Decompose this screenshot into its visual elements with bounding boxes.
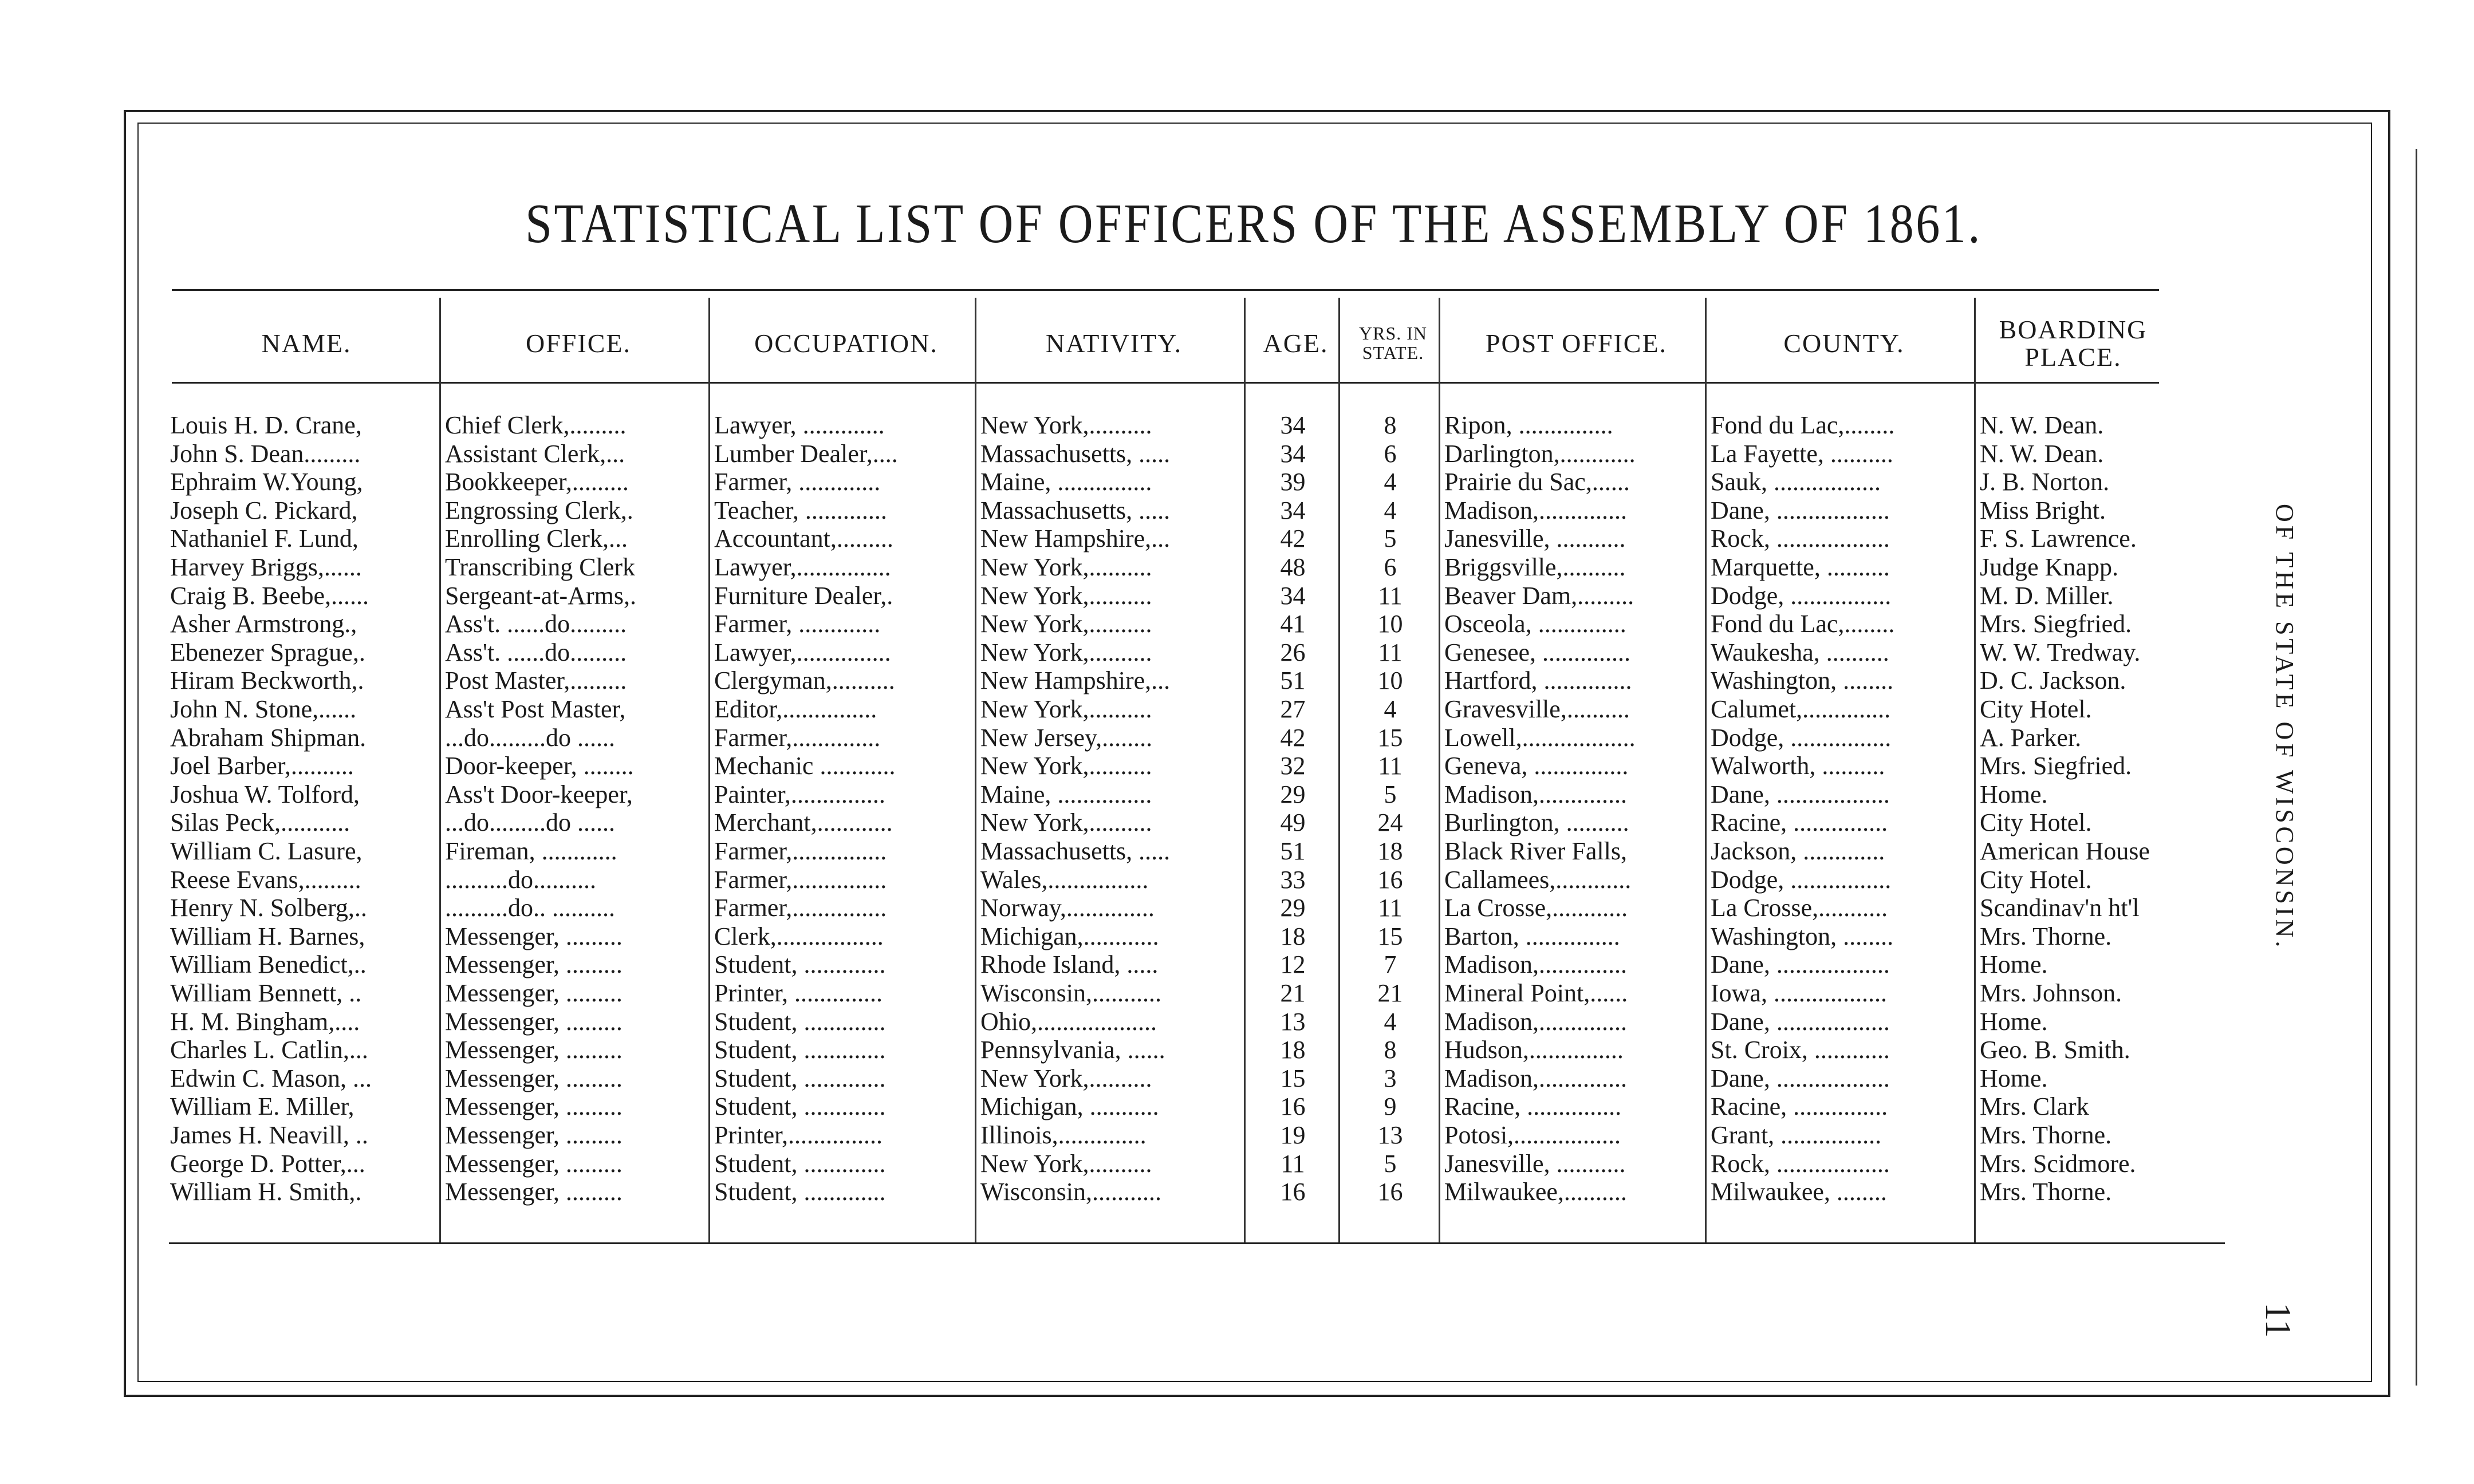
cell-office: Messenger, ......... [445,1007,623,1036]
page-number: 11 [2258,1303,2299,1338]
cell-yrs: 7 [1384,950,1397,979]
cell-post-office: Madison,.............. [1444,1064,1627,1092]
cell-yrs: 11 [1378,894,1403,922]
table-bottom-rule [169,1242,2225,1244]
cell-yrs: 3 [1384,1064,1397,1092]
cell-post-office: La Crosse,............ [1444,894,1628,922]
cell-post-office: Genesee, .............. [1444,638,1631,666]
cell-office: Ass't Door-keeper, [445,780,633,808]
cell-age: 21 [1280,979,1306,1007]
cell-occupation: Clergyman,.......... [714,666,895,695]
margin-rule [2416,149,2417,1386]
header-name: NAME. [261,328,352,358]
header-post-office: POST OFFICE. [1485,328,1668,358]
cell-county: Waukesha, .......... [1711,638,1889,666]
cell-boarding: F. S. Lawrence. [1980,524,2137,553]
cell-occupation: Teacher, ............. [714,496,887,524]
cell-age: 18 [1280,1036,1306,1064]
cell-post-office: Racine, ............... [1444,1092,1622,1121]
cell-age: 29 [1280,780,1306,808]
cell-name: H. M. Bingham,.... [170,1007,360,1036]
cell-post-office: Madison,.............. [1444,950,1627,979]
cell-county: Racine, ............... [1711,808,1888,837]
cell-post-office: Beaver Dam,......... [1444,581,1634,610]
cell-post-office: Janesville, ........... [1444,1149,1626,1178]
cell-name: Nathaniel F. Lund, [170,524,359,553]
cell-office: ...do.........do ...... [445,808,615,837]
cell-post-office: Milwaukee,.......... [1444,1178,1627,1206]
cell-age: 13 [1280,1007,1306,1036]
cell-occupation: Student, ............. [714,1149,886,1178]
cell-name: Silas Peck,........... [170,808,350,837]
cell-county: Washington, ........ [1711,922,1894,950]
cell-county: Sauk, ................. [1711,468,1881,496]
cell-age: 15 [1280,1064,1306,1092]
cell-occupation: Mechanic ............ [714,752,896,780]
cell-nativity: Rhode Island, ..... [980,950,1159,979]
cell-boarding: Mrs. Scidmore. [1980,1149,2136,1178]
column-divider [439,298,441,1242]
cell-yrs: 6 [1384,439,1397,468]
cell-yrs: 10 [1377,666,1403,695]
cell-county: Marquette, .......... [1711,553,1890,581]
cell-nativity: Massachusetts, ..... [980,837,1171,865]
cell-name: Joel Barber,.......... [170,752,354,780]
cell-age: 16 [1280,1178,1306,1206]
cell-nativity: New York,.......... [980,808,1152,837]
header-boarding-place: BOARDING PLACE. [1999,314,2148,372]
cell-yrs: 4 [1384,695,1397,723]
cell-county: Dane, .................. [1711,1064,1890,1092]
cell-boarding: Home. [1980,1064,2048,1092]
cell-age: 11 [1281,1149,1305,1178]
cell-office: Assistant Clerk,... [445,439,625,468]
column-divider [708,298,710,1242]
cell-yrs: 5 [1384,524,1397,553]
cell-boarding: Mrs. Clark [1980,1092,2089,1121]
cell-yrs: 4 [1384,496,1397,524]
cell-post-office: Ripon, ............... [1444,411,1613,439]
cell-county: Dane, .................. [1711,496,1890,524]
cell-yrs: 15 [1377,723,1403,752]
cell-name: James H. Neavill, .. [170,1121,368,1149]
cell-county: Milwaukee, ........ [1711,1178,1887,1206]
cell-post-office: Black River Falls, [1444,837,1627,865]
cell-age: 51 [1280,666,1306,695]
cell-yrs: 24 [1377,808,1403,837]
cell-age: 34 [1280,411,1306,439]
cell-boarding: J. B. Norton. [1980,468,2110,496]
cell-post-office: Janesville, ........... [1444,524,1626,553]
cell-age: 27 [1280,695,1306,723]
cell-yrs: 15 [1377,922,1403,950]
cell-boarding: Home. [1980,1007,2048,1036]
cell-nativity: New York,.......... [980,638,1152,666]
cell-age: 12 [1280,950,1306,979]
cell-name: William Bennett, .. [170,979,362,1007]
cell-nativity: Massachusetts, ..... [980,496,1171,524]
cell-occupation: Farmer, ............. [714,610,881,638]
cell-name: Abraham Shipman. [170,723,367,752]
cell-occupation: Accountant,......... [714,524,893,553]
cell-name: Harvey Briggs,...... [170,553,362,581]
cell-name: Hiram Beckworth,. [170,666,364,695]
cell-nativity: New Hampshire,... [980,524,1171,553]
cell-post-office: Callamees,............ [1444,865,1632,894]
cell-age: 33 [1280,865,1306,894]
cell-office: Messenger, ......... [445,922,623,950]
cell-office: Door-keeper, ........ [445,752,634,780]
cell-age: 34 [1280,496,1306,524]
cell-county: Fond du Lac,........ [1711,610,1895,638]
cell-county: Dane, .................. [1711,950,1890,979]
cell-office: Messenger, ......... [445,950,623,979]
cell-post-office: Osceola, .............. [1444,610,1626,638]
cell-boarding: Mrs. Thorne. [1980,1121,2112,1149]
cell-name: Ephraim W.Young, [170,468,363,496]
cell-boarding: City Hotel. [1980,865,2092,894]
cell-office: ...do.........do ...... [445,723,615,752]
column-divider [1338,298,1340,1242]
cell-occupation: Student, ............. [714,1007,886,1036]
cell-office: Engrossing Clerk,. [445,496,633,524]
cell-office: Ass't. ......do......... [445,610,627,638]
cell-name: William Benedict,.. [170,950,367,979]
cell-boarding: Home. [1980,950,2048,979]
cell-nativity: Wisconsin,........... [980,1178,1161,1206]
cell-age: 32 [1280,752,1306,780]
cell-office: Enrolling Clerk,... [445,524,628,553]
cell-age: 51 [1280,837,1306,865]
page-title: STATISTICAL LIST OF OFFICERS OF THE ASSEMBLY OF 1861. [525,193,1982,255]
cell-age: 39 [1280,468,1306,496]
cell-name: Joshua W. Tolford, [170,780,360,808]
cell-office: Ass't Post Master, [445,695,626,723]
cell-nativity: New York,.......... [980,411,1152,439]
cell-name: Joseph C. Pickard, [170,496,358,524]
cell-nativity: Pennsylvania, ...... [980,1036,1165,1064]
cell-name: Asher Armstrong., [170,610,357,638]
cell-age: 29 [1280,894,1306,922]
cell-county: Walworth, .......... [1711,752,1885,780]
cell-office: ..........do.......... [445,865,596,894]
cell-occupation: Lawyer, ............. [714,411,885,439]
cell-name: Henry N. Solberg,.. [170,894,367,922]
cell-county: Racine, ............... [1711,1092,1888,1121]
column-divider [1439,298,1440,1242]
cell-name: William E. Miller, [170,1092,354,1121]
cell-post-office: Potosi,................. [1444,1121,1621,1149]
cell-post-office: Hudson,............... [1444,1036,1624,1064]
cell-nativity: Maine, ............... [980,780,1152,808]
cell-nativity: Illinois,.............. [980,1121,1147,1149]
cell-county: Rock, .................. [1711,524,1890,553]
cell-occupation: Farmer,............... [714,894,887,922]
cell-post-office: Madison,.............. [1444,1007,1627,1036]
cell-post-office: Madison,.............. [1444,780,1627,808]
cell-age: 19 [1280,1121,1306,1149]
column-divider [1244,298,1246,1242]
cell-nativity: Ohio,................... [980,1007,1157,1036]
cell-occupation: Lumber Dealer,.... [714,439,898,468]
cell-nativity: Michigan,............ [980,922,1159,950]
cell-occupation: Printer, .............. [714,979,883,1007]
cell-name: William C. Lasure, [170,837,363,865]
header-top-rule [172,289,2159,291]
cell-boarding: Scandinav'n ht'l [1980,894,2140,922]
cell-county: St. Croix, ............ [1711,1036,1890,1064]
column-divider [1705,298,1707,1242]
cell-occupation: Furniture Dealer,. [714,581,893,610]
cell-post-office: Madison,.............. [1444,496,1627,524]
cell-age: 41 [1280,610,1306,638]
cell-nativity: New York,.......... [980,553,1152,581]
cell-yrs: 5 [1384,1149,1397,1178]
cell-county: Rock, .................. [1711,1149,1890,1178]
cell-post-office: Briggsville,.......... [1444,553,1626,581]
cell-occupation: Lawyer,............... [714,553,891,581]
cell-name: John N. Stone,...... [170,695,357,723]
cell-boarding: D. C. Jackson. [1980,666,2126,695]
cell-name: George D. Potter,... [170,1149,365,1178]
cell-boarding: City Hotel. [1980,808,2092,837]
cell-occupation: Student, ............. [714,1064,886,1092]
cell-nativity: New Hampshire,... [980,666,1171,695]
cell-office: Transcribing Clerk [445,553,636,581]
cell-county: Jackson, ............. [1711,837,1885,865]
cell-name: Louis H. D. Crane, [170,411,362,439]
cell-yrs: 9 [1384,1092,1397,1121]
cell-yrs: 13 [1377,1121,1403,1149]
cell-nativity: Maine, ............... [980,468,1152,496]
cell-yrs: 5 [1384,780,1397,808]
cell-occupation: Editor,............... [714,695,877,723]
cell-boarding: Mrs. Siegfried. [1980,610,2132,638]
cell-office: Sergeant-at-Arms,. [445,581,636,610]
cell-yrs: 4 [1384,468,1397,496]
cell-name: Ebenezer Sprague,. [170,638,365,666]
cell-post-office: Gravesville,.......... [1444,695,1630,723]
cell-office: Messenger, ......... [445,979,623,1007]
cell-office: Fireman, ............ [445,837,617,865]
cell-post-office: Lowell,.................. [1444,723,1636,752]
cell-boarding: Mrs. Siegfried. [1980,752,2132,780]
cell-nativity: New York,.......... [980,581,1152,610]
cell-yrs: 6 [1384,553,1397,581]
cell-post-office: Barton, ............... [1444,922,1620,950]
cell-occupation: Clerk,................. [714,922,884,950]
cell-occupation: Student, ............. [714,1092,886,1121]
cell-nativity: Norway,.............. [980,894,1155,922]
cell-boarding: Mrs. Thorne. [1980,1178,2112,1206]
cell-age: 49 [1280,808,1306,837]
cell-county: Dane, .................. [1711,780,1890,808]
cell-name: William H. Smith,. [170,1178,362,1206]
cell-name: Charles L. Catlin,... [170,1036,368,1064]
cell-age: 48 [1280,553,1306,581]
cell-yrs: 16 [1377,1178,1403,1206]
cell-boarding: Judge Knapp. [1980,553,2118,581]
cell-boarding: M. D. Miller. [1980,581,2114,610]
cell-nativity: New Jersey,........ [980,723,1153,752]
cell-boarding: American House [1980,837,2150,865]
cell-name: John S. Dean......... [170,439,361,468]
cell-occupation: Printer,............... [714,1121,883,1149]
cell-post-office: Darlington,............ [1444,439,1636,468]
cell-county: Dodge, ................ [1711,723,1892,752]
cell-nativity: New York,.......... [980,752,1152,780]
cell-yrs: 21 [1377,979,1403,1007]
cell-name: William H. Barnes, [170,922,365,950]
cell-nativity: New York,.......... [980,1149,1152,1178]
cell-post-office: Burlington, .......... [1444,808,1629,837]
cell-occupation: Merchant,............ [714,808,893,837]
cell-yrs: 11 [1378,638,1403,666]
cell-occupation: Student, ............. [714,1036,886,1064]
cell-boarding: N. W. Dean. [1980,411,2104,439]
cell-yrs: 8 [1384,1036,1397,1064]
cell-age: 16 [1280,1092,1306,1121]
cell-yrs: 11 [1378,581,1403,610]
cell-office: Ass't. ......do......... [445,638,627,666]
cell-age: 34 [1280,439,1306,468]
cell-boarding: Geo. B. Smith. [1980,1036,2130,1064]
cell-nativity: Wales,................ [980,865,1149,894]
cell-occupation: Student, ............. [714,1178,886,1206]
cell-office: Bookkeeper,......... [445,468,629,496]
header-occupation: OCCUPATION. [754,328,938,358]
cell-yrs: 18 [1377,837,1403,865]
cell-county: Fond du Lac,........ [1711,411,1895,439]
cell-age: 18 [1280,922,1306,950]
cell-nativity: New York,.......... [980,1064,1152,1092]
cell-name: Reese Evans,......... [170,865,361,894]
cell-post-office: Hartford, .............. [1444,666,1632,695]
cell-boarding: W. W. Tredway. [1980,638,2141,666]
cell-office: Messenger, ......... [445,1121,623,1149]
cell-county: Calumet,.............. [1711,695,1891,723]
cell-occupation: Farmer, ............. [714,468,881,496]
column-divider [975,298,976,1242]
cell-county: Dodge, ................ [1711,581,1892,610]
cell-name: Craig B. Beebe,...... [170,581,369,610]
cell-occupation: Painter,............... [714,780,885,808]
cell-office: Chief Clerk,......... [445,411,627,439]
cell-age: 26 [1280,638,1306,666]
cell-age: 42 [1280,723,1306,752]
cell-nativity: Michigan, ........... [980,1092,1159,1121]
cell-office: ..........do.. .......... [445,894,615,922]
cell-office: Messenger, ......... [445,1036,623,1064]
cell-occupation: Farmer,.............. [714,723,881,752]
header-office: OFFICE. [526,328,631,358]
cell-occupation: Farmer,............... [714,865,887,894]
header-age: AGE. [1263,328,1329,358]
cell-nativity: Wisconsin,........... [980,979,1161,1007]
cell-yrs: 16 [1377,865,1403,894]
cell-boarding: Mrs. Johnson. [1980,979,2122,1007]
cell-county: Iowa, .................. [1711,979,1887,1007]
cell-yrs: 10 [1377,610,1403,638]
cell-county: Grant, ................ [1711,1121,1882,1149]
cell-post-office: Prairie du Sac,...... [1444,468,1630,496]
cell-age: 34 [1280,581,1306,610]
cell-county: Dodge, ................ [1711,865,1892,894]
header-nativity: NATIVITY. [1045,328,1183,358]
header-county: COUNTY. [1783,328,1905,358]
cell-yrs: 4 [1384,1007,1397,1036]
cell-boarding: City Hotel. [1980,695,2092,723]
cell-boarding: Mrs. Thorne. [1980,922,2112,950]
cell-age: 42 [1280,524,1306,553]
cell-boarding: Miss Bright. [1980,496,2106,524]
cell-post-office: Mineral Point,...... [1444,979,1628,1007]
cell-nativity: New York,.......... [980,695,1152,723]
header-yrs-in-state: YRS. IN STATE. [1358,323,1427,363]
cell-office: Messenger, ......... [445,1064,623,1092]
cell-post-office: Geneva, ............... [1444,752,1629,780]
cell-nativity: New York,.......... [980,610,1152,638]
cell-occupation: Student, ............. [714,950,886,979]
cell-office: Messenger, ......... [445,1092,623,1121]
column-divider [1974,298,1976,1242]
cell-boarding: Home. [1980,780,2048,808]
cell-office: Messenger, ......... [445,1178,623,1206]
cell-nativity: Massachusetts, ..... [980,439,1171,468]
cell-name: Edwin C. Mason, ... [170,1064,372,1092]
cell-boarding: N. W. Dean. [1980,439,2104,468]
cell-yrs: 11 [1378,752,1403,780]
cell-county: Washington, ........ [1711,666,1894,695]
cell-occupation: Farmer,............... [714,837,887,865]
cell-occupation: Lawyer,............... [714,638,891,666]
cell-county: La Crosse,........... [1711,894,1888,922]
cell-office: Post Master,......... [445,666,627,695]
cell-county: La Fayette, .......... [1711,439,1893,468]
cell-boarding: A. Parker. [1980,723,2082,752]
running-header: OF THE STATE OF WISCONSIN. [2271,504,2299,951]
cell-office: Messenger, ......... [445,1149,623,1178]
cell-county: Dane, .................. [1711,1007,1890,1036]
cell-yrs: 8 [1384,411,1397,439]
